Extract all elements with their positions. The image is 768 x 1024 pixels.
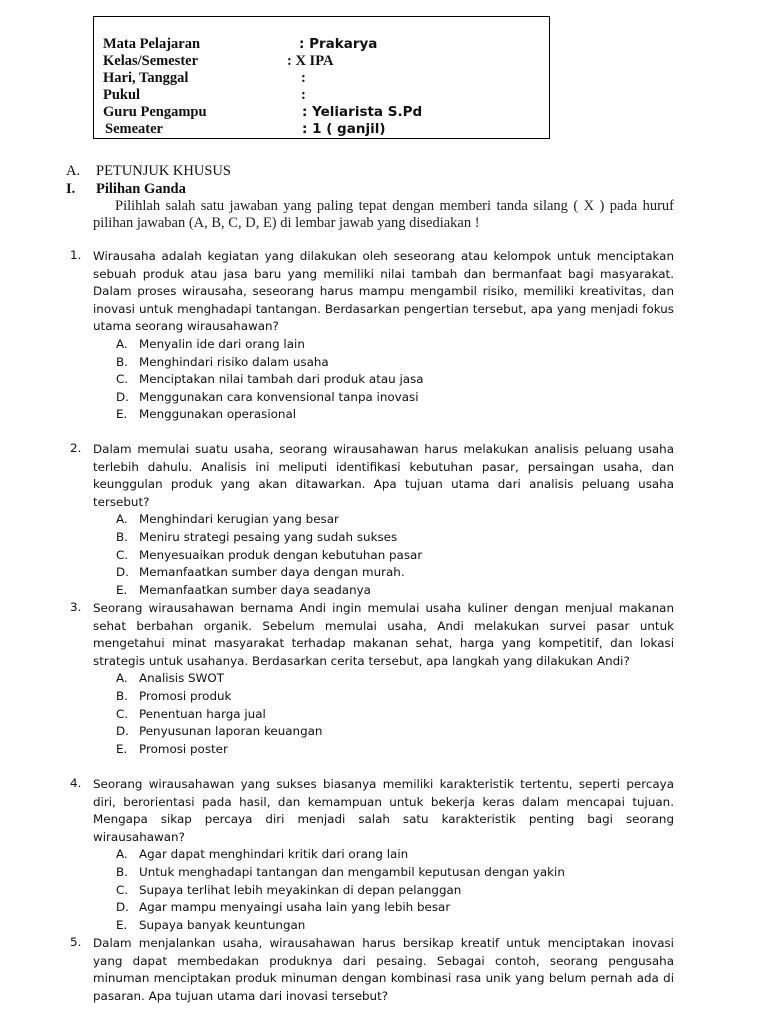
question-3 [66,600,674,758]
answer-option[interactable] [66,899,674,917]
answer-option[interactable] [66,336,674,354]
question-5 [66,935,674,1005]
answer-option[interactable] [66,706,674,724]
option-letter: C. [116,706,129,721]
answer-option[interactable] [66,582,674,600]
question-text: Dalam menjalankan usaha, wirausahawan harus bersikap kreatif untuk menciptakan inovasi yang dapat membedakan produknya dari pesaing. Sebagai contoh, seorang pengusaha minuman menciptakan produk minuman dengan kombinasi rasa unik yang belum pernah ada di pasaran. Apa tujuan utama dari inovasi tersebut? [93,936,674,1003]
info-label: Hari, Tanggal [103,70,189,86]
info-value: : 1 ( ganjil) [302,121,386,137]
answer-options [66,670,674,758]
answer-option[interactable] [66,723,674,741]
option-letter: C. [116,882,129,897]
info-row-teacher [94,104,549,121]
option-letter: B. [116,529,128,544]
answer-option[interactable] [66,670,674,688]
option-letter: D. [116,389,129,404]
option-letter: D. [116,724,129,739]
option-letter: E. [116,407,128,422]
answer-option[interactable] [66,917,674,935]
info-label: Semeater [105,121,163,137]
option-text: Memanfaatkan sumber daya seadanya [139,582,371,597]
option-letter: B. [116,864,128,879]
question-number: 1. [70,248,82,262]
info-value: : Yeliarista S.Pd [302,104,423,120]
option-text: Penentuan harga jual [139,706,266,721]
option-text: Analisis SWOT [139,671,224,686]
info-value: : Prakarya [299,36,378,52]
question-4 [66,776,674,934]
answer-option[interactable] [66,564,674,582]
option-text: Meniru strategi pesaing yang sudah sukses [139,529,398,544]
option-text: Menyalin ide dari orang lain [139,336,305,351]
answer-options [66,511,674,599]
option-letter: E. [116,741,128,756]
answer-option[interactable] [66,547,674,565]
option-letter: C. [116,372,129,387]
info-row-class [94,53,549,70]
option-letter: D. [116,565,129,580]
option-letter: A. [116,847,128,862]
instruction-paragraph: Pilihlah salah satu jawaban yang paling tepat dengan memberi tanda silang ( X ) pada huruf pilihan jawaban (A, B, C, D, E) di lembar jawab yang disediakan ! [93,198,674,231]
info-row-date [94,70,549,87]
answer-option[interactable] [66,406,674,424]
question-number: 2. [70,441,82,455]
question-1 [66,248,674,424]
info-label: Mata Pelajaran [103,36,201,52]
option-text: Promosi produk [139,688,232,703]
option-text: Penyusunan laporan keuangan [139,724,323,739]
info-row-semester [94,121,549,138]
answer-option[interactable] [66,389,674,407]
section-number: A. [66,163,81,179]
option-letter: A. [116,671,128,686]
option-text: Menggunakan operasional [139,407,297,422]
option-text: Agar mampu menyaingi usaha lain yang lebih besar [139,900,451,915]
answer-option[interactable] [66,529,674,547]
option-letter: E. [116,582,128,597]
option-letter: A. [116,512,128,527]
question-number: 3. [70,600,82,614]
option-text: Agar dapat menghindari kritik dari orang lain [139,847,409,862]
answer-option[interactable] [66,371,674,389]
option-text: Promosi poster [139,741,228,756]
option-letter: B. [116,688,128,703]
option-text: Memanfaatkan sumber daya dengan murah. [139,565,405,580]
info-label: Kelas/Semester [103,53,199,69]
answer-option[interactable] [66,741,674,759]
info-label: Pukul [103,87,141,103]
question-text: Seorang wirausahawan yang sukses biasanya memiliki karakteristik tertentu, seperti percaya diri, berorientasi pada hasil, dan kemampuan untuk bekerja keras dalam mencapai tujuan. Mengapa sikap percaya diri menjadi salah satu karakteristik penting bagi seorang wirausahawan? [93,777,674,844]
section-title: PETUNJUK KHUSUS [96,163,231,179]
question-number: 5. [70,935,82,949]
section-heading-i [66,181,186,198]
info-value: : X IPA [287,53,334,69]
question-2 [66,441,674,599]
option-letter: E. [116,917,128,932]
option-letter: B. [116,354,128,369]
answer-option[interactable] [66,511,674,529]
answer-option[interactable] [66,354,674,372]
answer-option[interactable] [66,846,674,864]
answer-options [66,846,674,934]
info-value: : [301,87,306,103]
info-value: : [301,70,306,86]
section-title: Pilihan Ganda [96,181,186,197]
header-info-box [93,16,550,139]
info-row-subject [94,36,549,53]
option-letter: A. [116,336,128,351]
option-letter: C. [116,547,129,562]
answer-option[interactable] [66,864,674,882]
option-text: Supaya terlihat lebih meyakinkan di depan pelanggan [139,882,462,897]
option-text: Supaya banyak keuntungan [139,917,306,932]
info-label: Guru Pengampu [103,104,207,120]
question-number: 4. [70,776,82,790]
question-text: Seorang wirausahawan bernama Andi ingin memulai usaha kuliner dengan menjual makanan sehat berbahan organik. Sebelum memulai usaha, Andi melakukan survei pasar untuk mengetahui minat masyarakat terhadap makanan sehat, harga yang kompetitif, dan lokasi strategis untuk usahanya. Berdasarkan cerita tersebut, apa langkah yang dilakukan Andi? [93,601,674,668]
option-text: Menghindari risiko dalam usaha [139,354,329,369]
question-text: Dalam memulai suatu usaha, seorang wirausahawan harus melakukan analisis peluang usaha terlebih dahulu. Analisis ini meliputi identifikasi kebutuhan pasar, persaingan usaha, dan keunggulan produk yang akan ditawarkan. Apa tujuan utama dari analisis peluang usaha tersebut? [93,442,674,509]
section-number: I. [66,181,76,197]
option-text: Untuk menghadapi tantangan dan mengambil keputusan dengan yakin [139,864,565,879]
option-text: Menghindari kerugian yang besar [139,512,339,527]
info-row-time [94,87,549,104]
answer-options [66,336,674,424]
answer-option[interactable] [66,882,674,900]
option-text: Menggunakan cara konvensional tanpa inovasi [139,389,419,404]
answer-option[interactable] [66,688,674,706]
option-text: Menciptakan nilai tambah dari produk atau jasa [139,372,424,387]
option-text: Menyesuaikan produk dengan kebutuhan pasar [139,547,423,562]
section-heading-a [66,163,231,180]
question-text: Wirausaha adalah kegiatan yang dilakukan oleh seseorang atau kelompok untuk menciptakan sebuah produk atau jasa baru yang memiliki nilai tambah dan bermanfaat bagi masyarakat. Dalam proses wirausaha, seseorang harus mampu mengambil risiko, memiliki kreativitas, dan inovasi untuk menghadapi tantangan. Berdasarkan pengertian tersebut, apa yang menjadi fokus utama seorang wirausahawan? [93,249,674,334]
option-letter: D. [116,900,129,915]
